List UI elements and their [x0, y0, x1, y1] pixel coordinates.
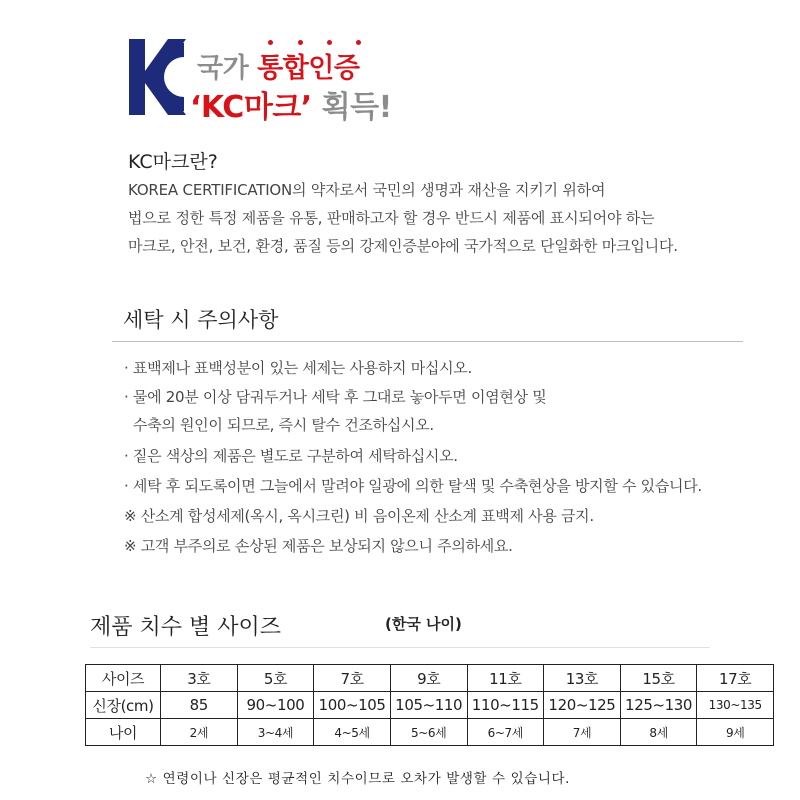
- kc-headline-mark: ‘KC마크’: [190, 90, 312, 125]
- table-cell: 6~7세: [467, 719, 544, 746]
- washing-title: 세탁 시 주의사항: [123, 308, 279, 332]
- table-row: [86, 719, 774, 746]
- table-cell: 15호: [620, 665, 697, 692]
- table-cell: 7호: [314, 665, 391, 692]
- table-cell: 11호: [467, 665, 544, 692]
- kc-headline-country: 국가: [197, 53, 258, 84]
- table-cell: 85: [161, 692, 238, 719]
- washing-item: · 표백제나 표백성분이 있는 세제는 사용하지 마십시오.: [124, 359, 472, 377]
- washing-item: ※ 고객 부주의로 손상된 제품은 보상되지 않으니 주의하세요.: [124, 537, 513, 555]
- row-header: 사이즈: [86, 665, 161, 692]
- washing-item: · 물에 20분 이상 담궈두거나 세탁 후 그대로 놓아두면 이염현상 및: [124, 388, 547, 406]
- table-cell: 110~115: [467, 692, 544, 719]
- size-note: (한국 나이): [385, 615, 462, 633]
- kc-headline-line2: [190, 82, 392, 126]
- table-cell: 4~5세: [314, 719, 391, 746]
- table-cell: 2세: [161, 719, 238, 746]
- row-header: 나이: [86, 719, 161, 746]
- size-footnote: ☆ 연령이나 신장은 평균적인 치수이므로 오차가 발생할 수 있습니다.: [145, 771, 571, 787]
- section-divider: [112, 341, 743, 342]
- size-title: 제품 치수 별 사이즈: [90, 615, 281, 640]
- table-cell: 5호: [237, 665, 314, 692]
- table-cell: 100~105: [314, 692, 391, 719]
- kc-headline-integrated: 통합인증: [257, 53, 360, 84]
- washing-item: · 짙은 색상의 제품은 별도로 구분하여 세탁하십시오.: [124, 447, 458, 465]
- table-cell: 125~130: [620, 692, 697, 719]
- kc-mark-icon: [128, 37, 186, 117]
- row-header: 신장(cm): [86, 692, 161, 719]
- table-cell: 17호: [697, 665, 774, 692]
- kc-question: KC마크란?: [128, 151, 218, 173]
- table-cell: 105~110: [390, 692, 467, 719]
- table-cell: 8세: [620, 719, 697, 746]
- table-cell: 120~125: [544, 692, 621, 719]
- table-cell: 3호: [161, 665, 238, 692]
- kc-headline-acquired: 획득!: [311, 90, 392, 125]
- table-cell: 3~4세: [237, 719, 314, 746]
- size-table: [85, 664, 774, 746]
- table-cell: 9세: [697, 719, 774, 746]
- washing-item: · 세탁 후 되도록이면 그늘에서 말려야 일광에 의한 탈색 및 수축현상을 방지할 수 있습니다.: [124, 477, 702, 495]
- table-cell: 7세: [544, 719, 621, 746]
- table-cell: 9호: [390, 665, 467, 692]
- kc-headline-line1: [197, 46, 359, 85]
- kc-desc-line: 법으로 정한 특정 제품을 유통, 판매하고자 할 경우 반드시 제품에 표시되어야 하는: [128, 209, 655, 227]
- table-cell: 90~100: [237, 692, 314, 719]
- table-cell: 130~135: [697, 692, 774, 719]
- washing-item: 수축의 원인이 되므로, 즉시 탈수 건조하십시오.: [124, 416, 434, 434]
- table-cell: 13호: [544, 665, 621, 692]
- washing-item: ※ 산소계 합성세제(옥시, 옥시크린) 비 음이온제 산소계 표백제 사용 금지.: [124, 507, 594, 525]
- table-row: [86, 692, 774, 719]
- section-divider: [90, 647, 710, 648]
- kc-desc-line: KOREA CERTIFICATION의 약자로서 국민의 생명과 재산을 지키기 위하여: [128, 181, 606, 199]
- table-cell: 5~6세: [390, 719, 467, 746]
- kc-desc-line: 마크로, 안전, 보건, 환경, 품질 등의 강제인증분야에 국가적으로 단일화한 마크입니다.: [128, 237, 678, 255]
- table-row: [86, 665, 774, 692]
